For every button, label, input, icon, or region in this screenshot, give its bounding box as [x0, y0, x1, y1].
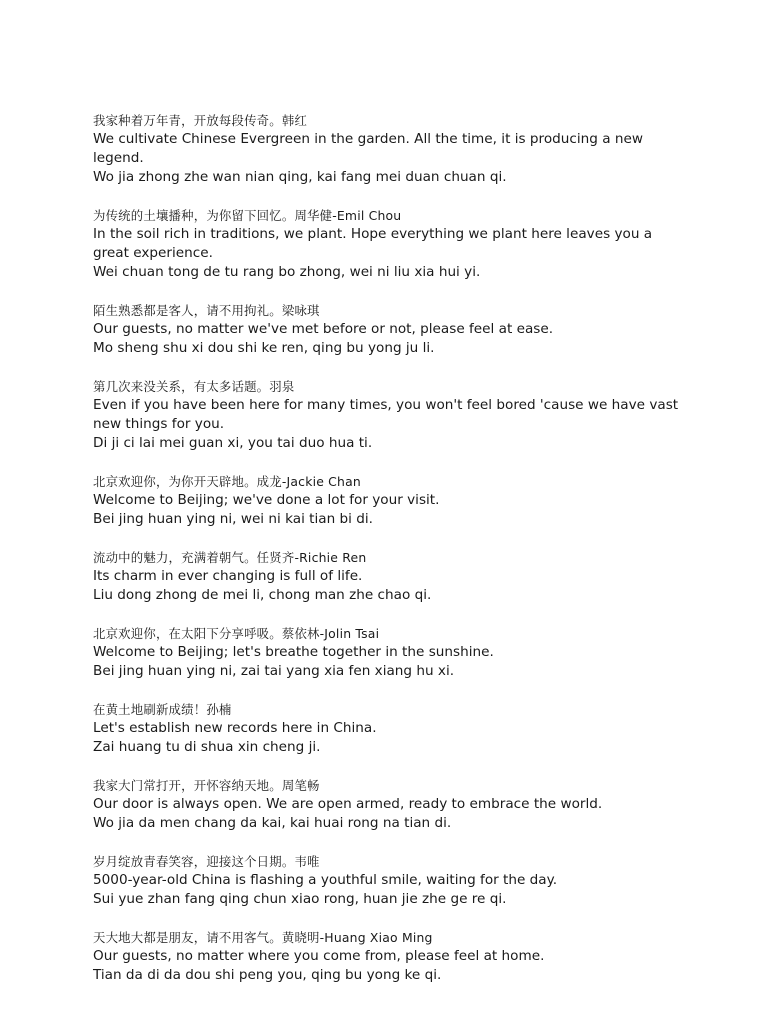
pinyin-line: Mo sheng shu xi dou shi ke ren, qing bu yong ju li. — [93, 340, 435, 356]
pinyin-line: Bei jing huan ying ni, zai tai yang xia fen xiang hu xi. — [93, 663, 455, 679]
lyrics-document — [93, 111, 683, 1004]
lyric-stanza — [93, 111, 683, 187]
lyric-stanza — [93, 776, 683, 833]
lyric-stanza — [93, 548, 683, 605]
lyric-stanza — [93, 700, 683, 757]
pinyin-line: Tian da di da dou shi peng you, qing bu yong ke qi. — [93, 967, 442, 983]
chinese-line: 我家种着万年青，开放每段传奇。韩红 — [93, 113, 308, 128]
pinyin-line: Wo jia zhong zhe wan nian qing, kai fang mei duan chuan qi. — [93, 169, 507, 185]
chinese-line: 第几次来没关系，有太多话题。羽泉 — [93, 379, 295, 394]
english-line: Welcome to Beijing; let's breathe together in the sunshine. — [93, 644, 494, 660]
lyric-stanza — [93, 852, 683, 909]
chinese-line: 为传统的土壤播种，为你留下回忆。周华健-Emil Chou — [93, 208, 402, 223]
english-line: Let's establish new records here in China. — [93, 720, 377, 736]
lyric-stanza — [93, 624, 683, 681]
chinese-line: 天大地大都是朋友，请不用客气。黄晓明-Huang Xiao Ming — [93, 930, 433, 945]
chinese-line: 北京欢迎你，为你开天辟地。成龙-Jackie Chan — [93, 474, 361, 489]
english-line: Our guests, no matter we've met before or not, please feel at ease. — [93, 321, 554, 337]
lyric-stanza — [93, 928, 683, 985]
chinese-line: 陌生熟悉都是客人，请不用拘礼。梁咏琪 — [93, 303, 320, 318]
chinese-line: 流动中的魅力，充满着朝气。任贤齐-Richie Ren — [93, 550, 367, 565]
english-line: We cultivate Chinese Evergreen in the garden. All the time, it is producing a new legend. — [93, 131, 643, 166]
chinese-line: 岁月绽放青春笑容，迎接这个日期。韦唯 — [93, 854, 320, 869]
english-line: Its charm in ever changing is full of life. — [93, 568, 363, 584]
english-line: Welcome to Beijing; we've done a lot for your visit. — [93, 492, 440, 508]
english-line: In the soil rich in traditions, we plant. Hope everything we plant here leaves you a great experience. — [93, 226, 653, 261]
pinyin-line: Bei jing huan ying ni, wei ni kai tian bi di. — [93, 511, 374, 527]
lyric-stanza — [93, 301, 683, 358]
lyric-stanza — [93, 377, 683, 453]
english-line: 5000-year-old China is flashing a youthful smile, waiting for the day. — [93, 872, 558, 888]
pinyin-line: Liu dong zhong de mei li, chong man zhe chao qi. — [93, 587, 432, 603]
pinyin-line: Di ji ci lai mei guan xi, you tai duo hua ti. — [93, 435, 373, 451]
chinese-line: 北京欢迎你，在太阳下分享呼吸。蔡依林-Jolin Tsai — [93, 626, 380, 641]
english-line: Our guests, no matter where you come from, please feel at home. — [93, 948, 545, 964]
pinyin-line: Wei chuan tong de tu rang bo zhong, wei ni liu xia hui yi. — [93, 264, 481, 280]
lyric-stanza — [93, 472, 683, 529]
english-line: Our door is always open. We are open armed, ready to embrace the world. — [93, 796, 603, 812]
chinese-line: 我家大门常打开，开怀容纳天地。周笔畅 — [93, 778, 320, 793]
english-line: Even if you have been here for many times, you won't feel bored 'cause we have vast new things for you. — [93, 397, 679, 432]
pinyin-line: Zai huang tu di shua xin cheng ji. — [93, 739, 321, 755]
chinese-line: 在黄土地刷新成绩！孙楠 — [93, 702, 232, 717]
lyric-stanza — [93, 206, 683, 282]
pinyin-line: Sui yue zhan fang qing chun xiao rong, huan jie zhe ge re qi. — [93, 891, 507, 907]
pinyin-line: Wo jia da men chang da kai, kai huai rong na tian di. — [93, 815, 452, 831]
